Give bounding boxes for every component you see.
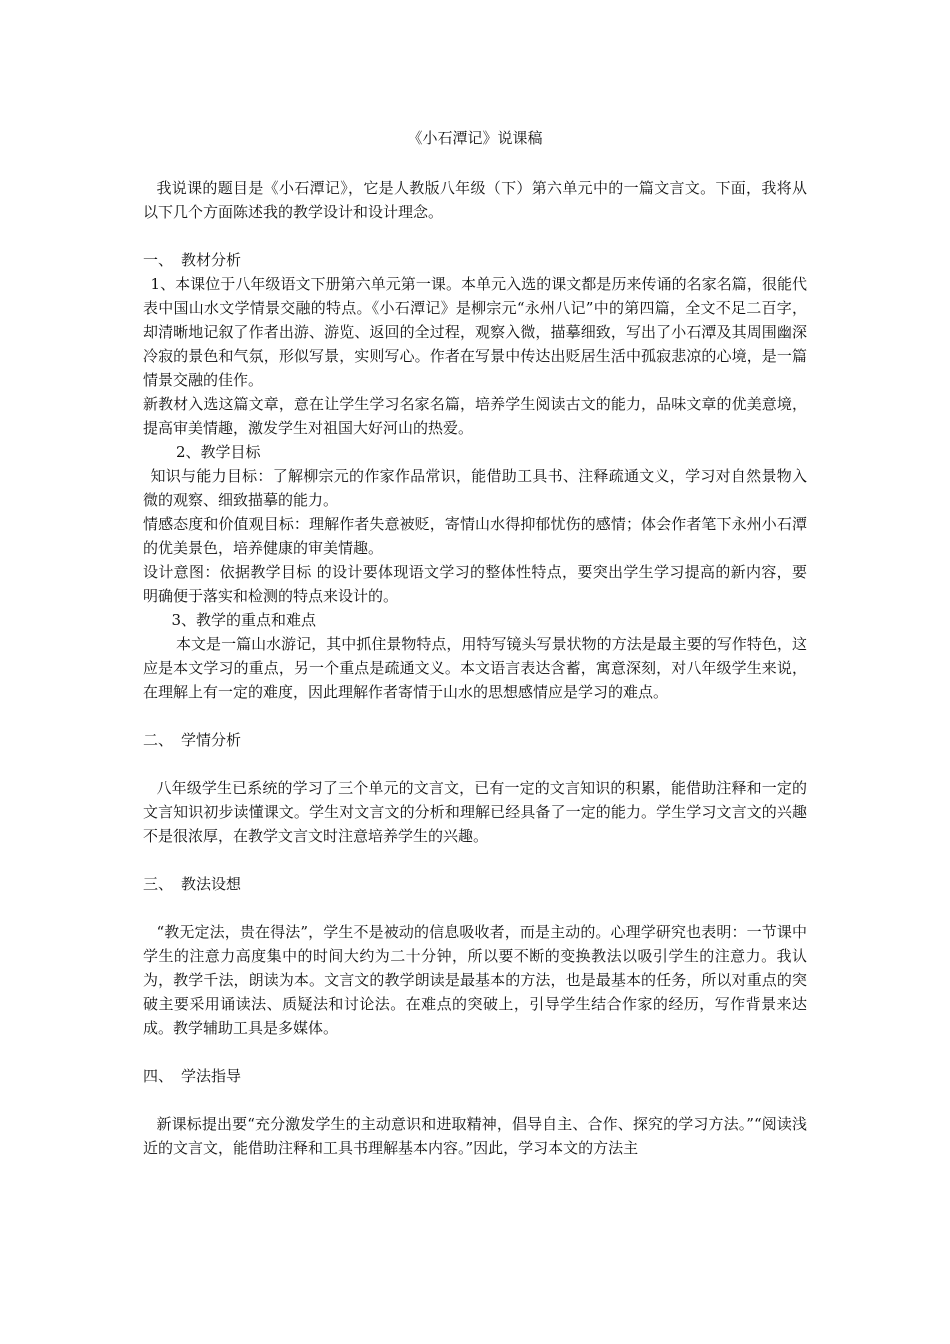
section-1-subheading-2: 2、教学目标 [176,443,261,461]
section-1-paragraph-6: 本文是一篇山水游记，其中抓住景物特点，用特写镜头写景状物的方法是最主要的写作特色，这应是本文学习的重点，另一个重点是疏通文义。本文语言表达含蓄，寓意深刻，对八年级学生来说，在理解上有一定的难度，因此理解作者寄情于山水的思想感情应是学习的难点。 [143,635,807,701]
section-1-paragraph-3: 知识与能力目标：了解柳宗元的作家作品常识，能借助工具书、注释疏通文义，学习对自然景物入微的观察、细致描摹的能力。 [143,467,807,509]
section-3-paragraph-1: “教无定法，贵在得法”，学生不是被动的信息吸收者，而是主动的。心理学研究也表明：一节课中学生的注意力高度集中的时间大约为二十分钟，所以要不断的变换教法以吸引学生的注意力。我认为，教学千法，朗读为本。文言文的教学朗读是最基本的方法，也是最基本的任务，所以对重点的突破主要采用诵读法、质疑法和讨论法。在难点的突破上，引导学生结合作家的经历，写作背景来达成。教学辅助工具是多媒体。 [143,923,807,1037]
section-1-title: 教材分析 [181,251,242,269]
section-1-heading [143,248,807,272]
section-4-heading [143,1064,807,1088]
section-3-heading [143,872,807,896]
section-1-paragraph-1: 1、本课位于八年级语文下册第六单元第一课。本单元入选的课文都是历来传诵的名家名篇，很能代表中国山水文学情景交融的特点。《小石潭记》是柳宗元“永州八记”中的第四篇，全文不足二百字，却清晰地记叙了作者出游、游览、返回的全过程，观察入微，描摹细致，写出了小石潭及其周围幽深冷寂的景色和气氛，形似写景，实则写心。作者在写景中传达出贬居生活中孤寂悲凉的心境，是一篇情景交融的佳作。 [143,275,807,389]
section-1-paragraph-2: 新教材入选这篇文章，意在让学生学习名家名篇，培养学生阅读古文的能力，品味文章的优美意境，提高审美情趣，激发学生对祖国大好河山的热爱。 [143,395,807,437]
document-title: 《小石潭记》说课稿 [407,129,543,147]
section-1-subheading-3: 3、教学的重点和难点 [171,611,317,629]
section-2-number: 二、 [143,731,174,749]
section-2-paragraph-1: 八年级学生已系统的学习了三个单元的文言文，已有一定的文言知识的积累，能借助注释和一定的文言知识初步读懂课文。学生对文言文的分析和理解已经具备了一定的能力。学生学习文言文的兴趣不是很浓厚，在教学文言文时注意培养学生的兴趣。 [143,779,807,845]
section-1-number: 一、 [143,251,174,269]
document-body [143,176,807,1160]
intro-paragraph: 我说课的题目是《小石潭记》，它是人教版八年级（下）第六单元中的一篇文言文。下面，我将从以下几个方面陈述我的教学设计和设计理念。 [143,179,807,221]
section-2-title: 学情分析 [181,731,242,749]
section-2-heading [143,728,807,752]
section-1-paragraph-4: 情感态度和价值观目标：理解作者失意被贬，寄情山水得抑郁忧伤的感情；体会作者笔下永州小石潭的优美景色，培养健康的审美情趣。 [143,515,807,557]
section-4-title: 学法指导 [181,1067,242,1085]
section-3-number: 三、 [143,875,174,893]
section-4-number: 四、 [143,1067,174,1085]
section-3-title: 教法设想 [181,875,242,893]
section-4-paragraph-1: 新课标提出要“充分激发学生的主动意识和进取精神，倡导自主、合作、探究的学习方法。”“阅读浅近的文言文，能借助注释和工具书理解基本内容。”因此，学习本文的方法主 [143,1115,807,1157]
section-1-paragraph-5: 设计意图：依据教学目标 的设计要体现语文学习的整体性特点，要突出学生学习提高的新内容，要明确便于落实和检测的特点来设计的。 [143,563,807,605]
